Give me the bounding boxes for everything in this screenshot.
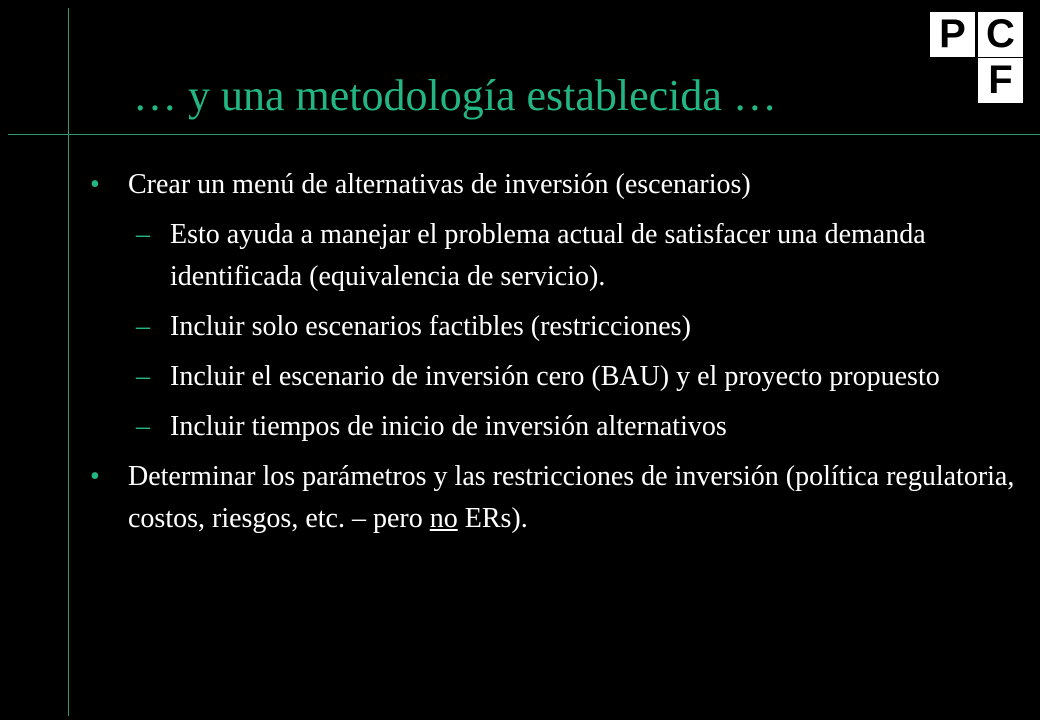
sub-item-text: Esto ayuda a manejar el problema actual de satisfacer una demanda identificada (equivalencia de servicio). xyxy=(170,219,926,292)
logo-letter-c: C xyxy=(978,12,1023,57)
vertical-divider-line xyxy=(68,8,69,716)
sub-item-3 xyxy=(90,356,1040,398)
bullet-item-2 xyxy=(90,456,1040,540)
sub-item-text: Incluir el escenario de inversión cero (BAU) y el proyecto propuesto xyxy=(170,361,940,392)
sub-item-4 xyxy=(90,406,1040,448)
slide-content xyxy=(90,164,1040,548)
bullet-marker: • xyxy=(90,461,100,492)
logo-letter-f: F xyxy=(978,58,1023,103)
bullet-item-1 xyxy=(90,164,1040,206)
dash-marker: – xyxy=(136,361,150,392)
dash-marker: – xyxy=(136,311,150,342)
bullet-text-after: ERs). xyxy=(457,503,528,534)
bullet-text xyxy=(128,461,1014,534)
sub-item-1 xyxy=(90,214,1040,298)
bullet-marker: • xyxy=(90,169,100,200)
bullet-text-underlined: no xyxy=(429,503,458,534)
dash-marker: – xyxy=(136,219,150,250)
sub-item-2 xyxy=(90,306,1040,348)
bullet-text: Crear un menú de alternativas de inversión (escenarios) xyxy=(128,169,751,200)
dash-marker: – xyxy=(136,411,150,442)
sub-item-text: Incluir tiempos de inicio de inversión alternativos xyxy=(170,411,727,442)
horizontal-divider-line xyxy=(8,134,1040,135)
bullet-text-before: Determinar los parámetros y las restricciones de inversión (política regulatoria, costos, riesgos, etc. – pero xyxy=(128,461,1015,534)
pcf-logo xyxy=(920,0,1040,116)
sub-item-text: Incluir solo escenarios factibles (restricciones) xyxy=(170,311,691,342)
logo-letter-p: P xyxy=(930,12,975,57)
slide-title: … y una metodología establecida … xyxy=(133,71,777,120)
